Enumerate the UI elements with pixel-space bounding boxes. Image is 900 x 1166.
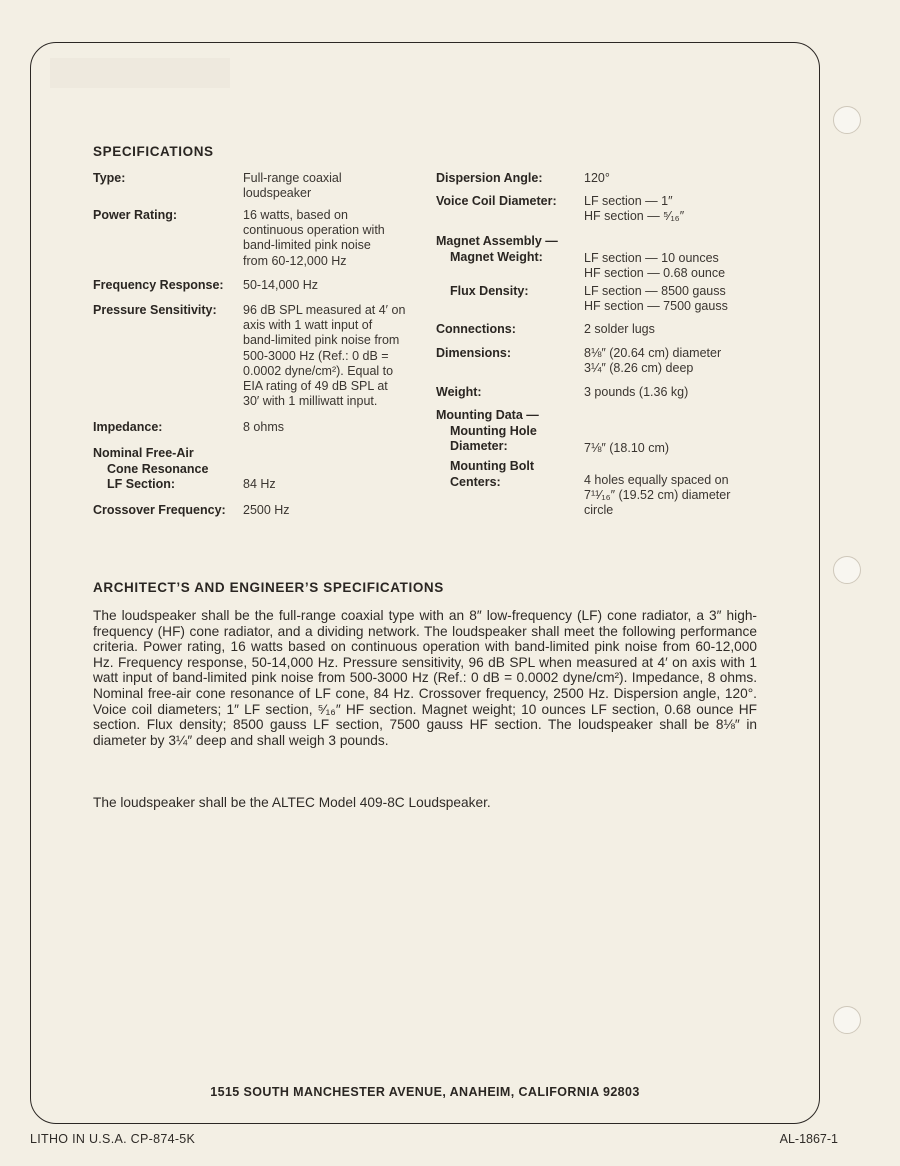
spec-value-cone-resonance: 84 Hz [243, 477, 276, 491]
spec-value-mounting-bolt-centers: 4 holes equally spaced on 7¹¹⁄₁₆″ (19.52 cm) diameter circle [584, 473, 731, 518]
architects-heading: ARCHITECT’S AND ENGINEER’S SPECIFICATIONS [93, 580, 444, 595]
architects-paragraph-1: The loudspeaker shall be the full-range coaxial type with an 8″ low-frequency (LF) cone radiator, a 3″ high-frequency (HF) cone radiator, and a dividing network. The loudspeaker shall meet the following performance criteria. Power rating, 16 watts based on continuous operation with band-limited pink noise from 60-12,000 Hz. Frequency response, 50-14,000 Hz. Pressure sensitivity, 96 dB SPL when measured at 4′ on axis with 1 watt input of band-limited pink noise from 500-3000 Hz (Ref.: 0 dB = 0.0002 dyne/cm²). Impedance, 8 ohms. Nominal free-air cone resonance of LF cone, 84 Hz. Crossover frequency, 2500 Hz. Dispersion angle, 120°. Voice coil diameters; 1″ LF section, ⁵⁄₁₆″ HF section. Magnet weight; 10 ounces LF section, 0.68 ounce HF section. Flux density; 8500 gauss LF section, 7500 gauss HF section. The loudspeaker shall be 8⅛″ in diameter by 3¼″ deep and shall weigh 3 pounds. [93, 608, 757, 748]
spec-value-impedance: 8 ohms [243, 420, 284, 434]
spec-label-dispersion-angle: Dispersion Angle: [436, 171, 543, 185]
spec-label-cone-resonance: Nominal Free-Air Cone Resonance LF Section: [93, 446, 209, 491]
spec-value-magnet-weight: LF section — 10 ounces HF section — 0.68 ounce [584, 251, 726, 281]
spec-label-impedance: Impedance: [93, 420, 163, 434]
spec-label-pressure-sensitivity: Pressure Sensitivity: [93, 303, 217, 317]
spec-value-dimensions: 8⅛″ (20.64 cm) diameter 3¼″ (8.26 cm) deep [584, 346, 722, 376]
spec-label-dimensions: Dimensions: [436, 346, 512, 360]
spec-label-type: Type: [93, 171, 126, 185]
spec-label-magnet-weight: Magnet Assembly — Magnet Weight: [436, 234, 558, 264]
punch-hole-bottom [833, 1006, 861, 1034]
spec-label-weight: Weight: [436, 385, 482, 399]
spec-value-crossover-frequency: 2500 Hz [243, 503, 290, 517]
spec-value-weight: 3 pounds (1.36 kg) [584, 385, 689, 399]
spec-value-mounting-hole-diameter: 7⅛″ (18.10 cm) [584, 441, 670, 455]
spec-value-flux-density: LF section — 8500 gauss HF section — 7500 gauss [584, 284, 728, 314]
spec-value-connections: 2 solder lugs [584, 322, 655, 336]
spec-label-mounting-hole-diameter: Mounting Data — Mounting Hole Diameter: [436, 408, 539, 453]
specifications-heading: SPECIFICATIONS [93, 144, 214, 159]
spec-label-power-rating: Power Rating: [93, 208, 178, 222]
footer-print-code: LITHO IN U.S.A. CP-874-5K [30, 1132, 196, 1146]
spec-label-connections: Connections: [436, 322, 516, 336]
spec-value-power-rating: 16 watts, based on continuous operation with band-limited pink noise from 60-12,000 Hz [243, 208, 385, 268]
punch-hole-middle [833, 556, 861, 584]
punch-hole-top [833, 106, 861, 134]
spec-label-crossover-frequency: Crossover Frequency: [93, 503, 226, 517]
company-address: 1515 SOUTH MANCHESTER AVENUE, ANAHEIM, CALIFORNIA 92803 [210, 1085, 640, 1099]
spec-value-type: Full-range coaxial loudspeaker [243, 171, 342, 201]
spec-label-mounting-bolt-centers: Mounting Bolt Centers: [450, 459, 534, 489]
spec-label-frequency-response: Frequency Response: [93, 278, 224, 292]
spec-value-voice-coil-diameter: LF section — 1″ HF section — ⁵⁄₁₆″ [584, 194, 685, 224]
spec-label-flux-density: Flux Density: [450, 284, 529, 298]
footer-document-number: AL-1867-1 [779, 1132, 838, 1146]
architects-paragraph-2: The loudspeaker shall be the ALTEC Model 409-8C Loudspeaker. [93, 795, 491, 810]
spec-value-pressure-sensitivity: 96 dB SPL measured at 4′ on axis with 1 watt input of band-limited pink noise from 500-3000 Hz (Ref.: 0 dB = 0.0002 dyne/cm²). Equal to EIA rating of 49 dB SPL at 30′ with 1 milliwatt input. [243, 303, 406, 409]
spec-label-voice-coil-diameter: Voice Coil Diameter: [436, 194, 557, 208]
spec-value-dispersion-angle: 120° [584, 171, 610, 185]
spec-value-frequency-response: 50-14,000 Hz [243, 278, 319, 292]
